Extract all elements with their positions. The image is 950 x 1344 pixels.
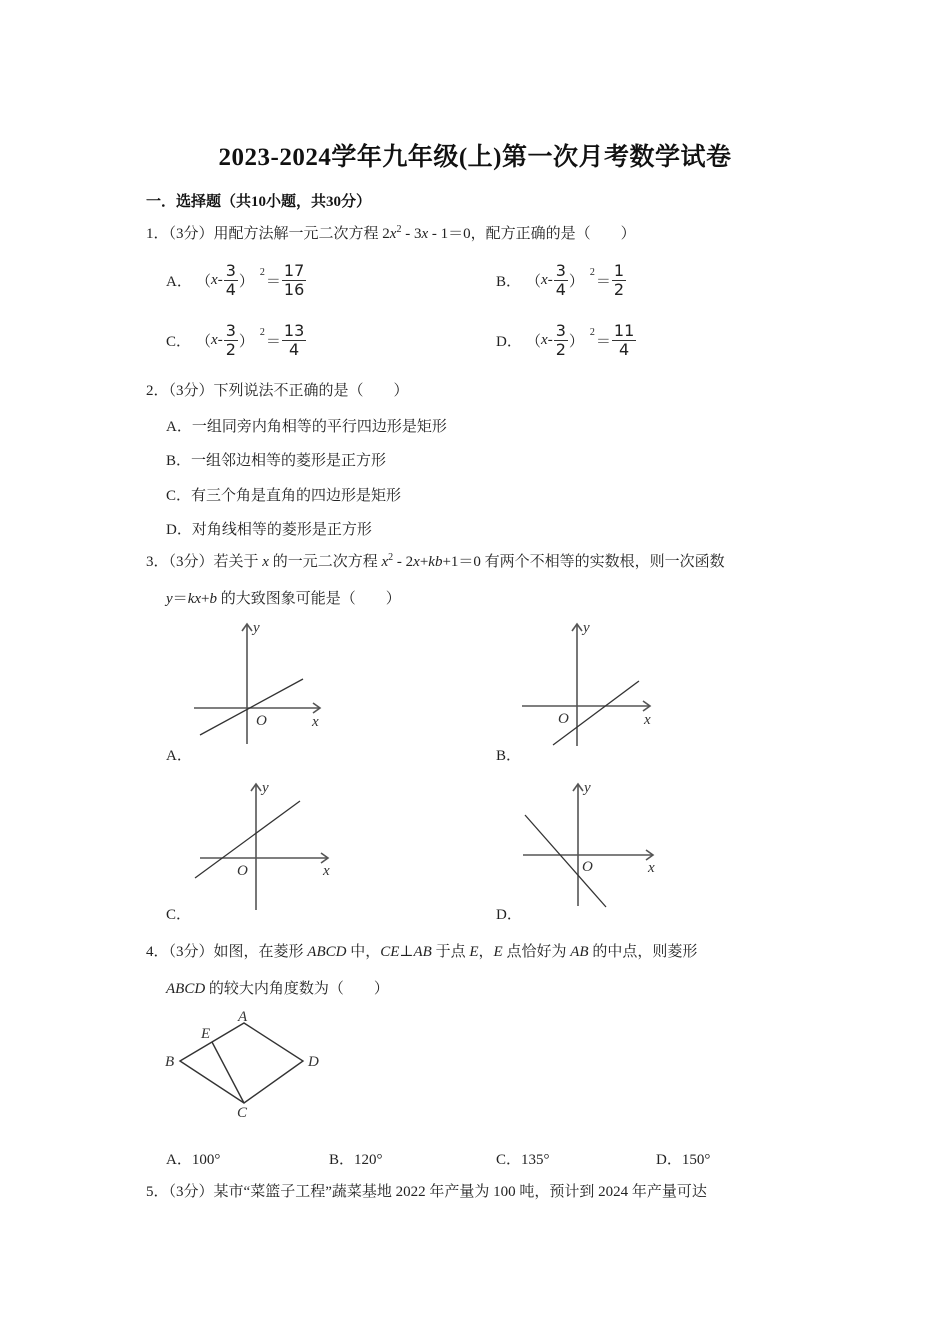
- q3-graph-b: [520, 620, 660, 750]
- y-axis-label: y: [583, 620, 590, 636]
- q1-option-c[interactable]: C． （ x - $\frac{3}{2}$ ） 2 ＝ $\frac{13}{4}$: [166, 321, 305, 359]
- question-2: 2．（3分）下列说法不正确的是（ ）: [146, 383, 409, 399]
- q4-option-b[interactable]: B．120°: [329, 1152, 383, 1168]
- question-points: （3分）: [168, 226, 214, 242]
- q2-option-c[interactable]: C．有三个角是直角的四边形是矩形: [166, 488, 402, 504]
- fraction: $\frac{3}{2}$: [225, 321, 236, 359]
- question-4-line-1: 4．（3分）如图，在菱形 ABCD 中，CE⊥AB 于点 E，E 点恰好为 AB 的中点，则菱形: [146, 944, 698, 960]
- q1-option-d[interactable]: D． （ x - $\frac{3}{2}$ ） 2 ＝ $\frac{11}{4}$: [496, 321, 635, 359]
- question-1: 1．（3分）用配方法解一元二次方程 $2x^2 - 3x - 1=0$，配方正确的是（ ）: [146, 224, 636, 242]
- point-b-label: B: [165, 1054, 175, 1070]
- origin-label: O: [582, 859, 593, 875]
- x-axis-label: x: [312, 714, 319, 730]
- q4-option-c[interactable]: C．135°: [496, 1152, 550, 1168]
- point-a-label: A: [238, 1009, 248, 1025]
- section-heading: 一．选择题（共10小题，共30分）: [146, 194, 372, 210]
- y-axis-label: y: [584, 780, 591, 796]
- q2-option-d[interactable]: D．对角线相等的菱形是正方形: [166, 522, 372, 538]
- q3-option-b[interactable]: B．: [496, 748, 522, 764]
- point-d-label: D: [308, 1054, 319, 1070]
- fraction: $\frac{1}{2}$: [613, 261, 625, 299]
- y-axis-label: y: [262, 780, 269, 796]
- x-axis-label: x: [644, 712, 651, 728]
- fraction: $\frac{3}{4}$: [555, 261, 566, 299]
- q3-option-d[interactable]: D．: [496, 907, 522, 923]
- point-e-label: E: [201, 1026, 211, 1042]
- q2-option-b[interactable]: B．一组邻边相等的菱形是正方形: [166, 453, 387, 469]
- q4-option-a[interactable]: A．100°: [166, 1152, 221, 1168]
- q4-option-d[interactable]: D．150°: [656, 1152, 711, 1168]
- q1-option-a[interactable]: A． （ x - $\frac{3}{4}$ ） 2 ＝ $\frac{17}{16}$: [166, 261, 305, 299]
- q3-graph-a: [190, 620, 330, 750]
- x-axis-label: x: [648, 860, 655, 876]
- fraction: $\frac{3}{4}$: [225, 261, 236, 299]
- q3-option-a[interactable]: A．: [166, 748, 192, 764]
- question-4-line-2: ABCD 的较大内角度数为（ ）: [166, 981, 389, 997]
- question-number: 2．: [146, 383, 169, 399]
- q2-option-a[interactable]: A．一组同旁内角相等的平行四边形是矩形: [166, 419, 447, 435]
- point-c-label: C: [237, 1105, 248, 1121]
- question-3-line-1: 3．（3分）若关于 x 的一元二次方程 $x^2 - 2x+kb+1=0$ 有两个不相等的实数根，则一次函数: [146, 552, 725, 570]
- question-points: （3分）: [168, 944, 214, 960]
- question-points: （3分）: [168, 383, 214, 399]
- question-5: 5．（3分）某市“菜篮子工程”蔬菜基地 2022 年产量为 100 吨，预计到 2024 年产量可达: [146, 1184, 707, 1200]
- origin-label: O: [237, 863, 248, 879]
- q4-rhombus-figure: [160, 1005, 340, 1125]
- question-number: 5．: [146, 1184, 169, 1200]
- origin-label: O: [256, 713, 267, 729]
- fraction: $\frac{11}{4}$: [613, 321, 635, 359]
- q3-option-c[interactable]: C．: [166, 907, 192, 923]
- question-3-line-2: y＝kx+b 的大致图象可能是（ ）: [166, 591, 401, 607]
- y-axis-label: y: [253, 620, 260, 636]
- fraction: $\frac{13}{4}$: [283, 321, 305, 359]
- q3-graph-d: [520, 780, 660, 910]
- fraction: $\frac{3}{2}$: [555, 321, 566, 359]
- fraction: $\frac{17}{16}$: [283, 261, 305, 299]
- x-axis-label: x: [323, 863, 330, 879]
- question-points: （3分）: [168, 1184, 214, 1200]
- origin-label: O: [558, 711, 569, 727]
- q3-graph-c: [195, 780, 335, 910]
- question-number: 1．: [146, 226, 169, 242]
- question-number: 3．: [146, 554, 169, 570]
- question-number: 4．: [146, 944, 169, 960]
- question-points: （3分）: [168, 554, 214, 570]
- q1-option-b[interactable]: B． （ x - $\frac{3}{4}$ ） 2 ＝ $\frac{1}{2}$: [496, 261, 625, 299]
- page-title: 2023-2024学年九年级(上)第一次月考数学试卷: [218, 144, 732, 171]
